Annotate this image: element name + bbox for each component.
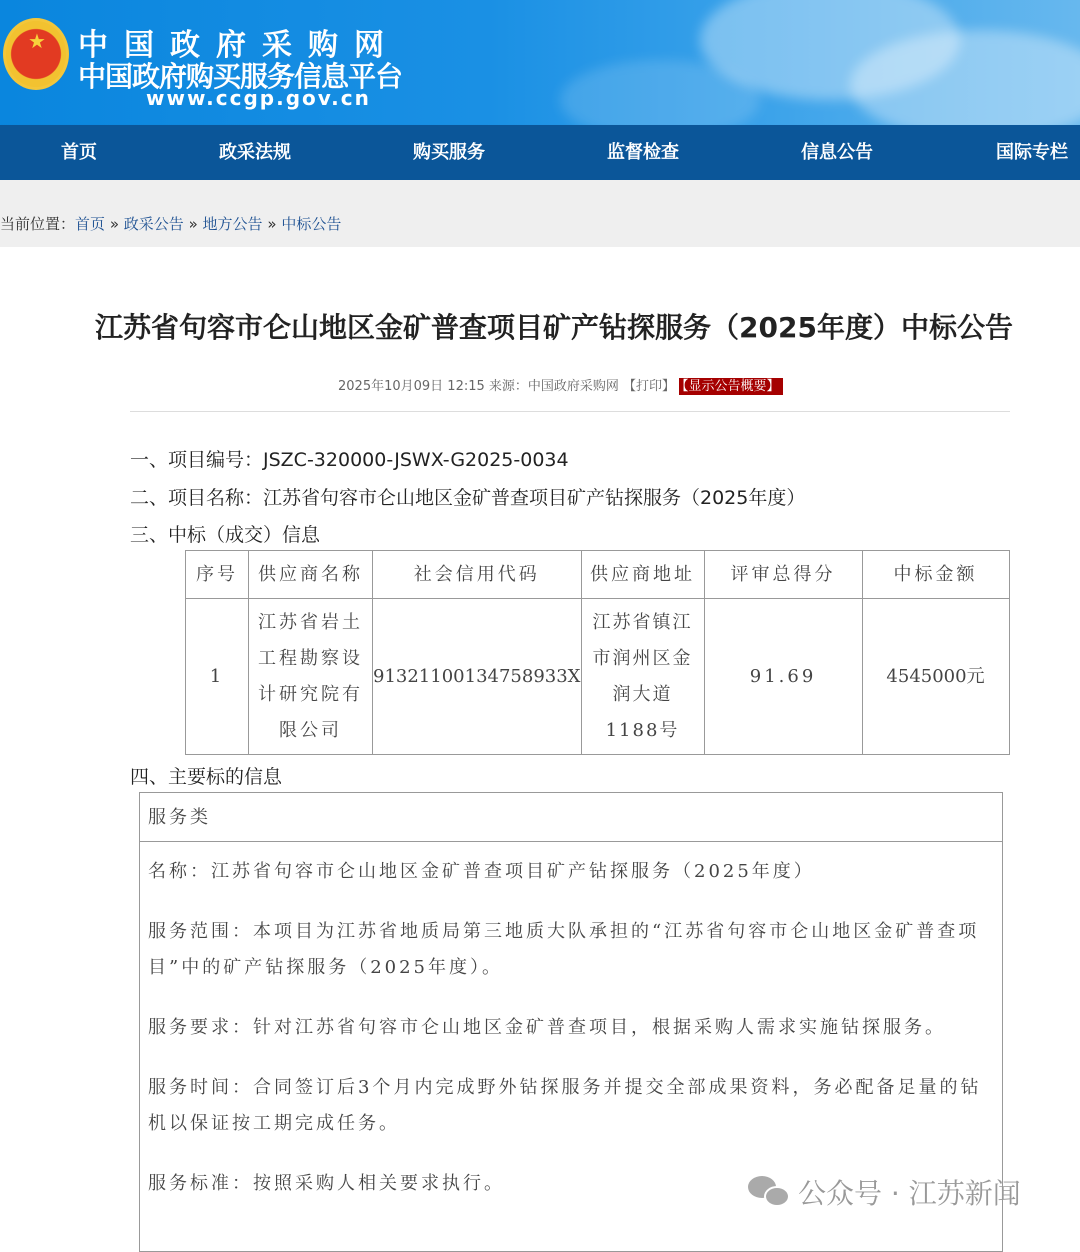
site-banner	[0, 0, 1080, 125]
nav-home[interactable]: 首页	[61, 142, 97, 163]
meta-text: 2025年10月09日 12:15 来源：中国政府采购网 【打印】	[338, 379, 676, 394]
subject-line: 名称：江苏省句容市仑山地区金矿普查项目矿产钻探服务（2025年度）	[148, 861, 815, 882]
wechat-icon	[748, 1176, 790, 1208]
col-header: 供应商名称	[249, 551, 373, 599]
cell-amount: 4545000元	[862, 599, 1009, 755]
nav-supervision[interactable]: 监督检查	[607, 142, 679, 163]
national-emblem-icon: ★	[3, 18, 69, 90]
breadcrumb-separator: »	[109, 215, 119, 233]
subject-line: 服务时间：合同签订后3个月内完成野外钻探服务并提交全部成果资料，务必配备足量的钻机以保证按工期完成任务。	[148, 1077, 982, 1134]
section-project-name: 二、项目名称：江苏省句容市仑山地区金矿普查项目矿产钻探服务（2025年度）	[130, 487, 806, 509]
show-summary-button[interactable]: 【显示公告概要】	[679, 378, 783, 395]
breadcrumb-local[interactable]: 地方公告	[202, 215, 263, 233]
site-url: www.ccgp.gov.cn	[146, 86, 371, 110]
col-header: 中标金额	[862, 551, 1009, 599]
breadcrumb	[0, 213, 341, 234]
breadcrumb-separator: »	[267, 215, 277, 233]
nav-international[interactable]: 国际专栏	[996, 142, 1068, 163]
table-row	[186, 599, 1010, 755]
cell-score: 91.69	[704, 599, 862, 755]
main-nav	[0, 125, 1080, 180]
section-subject-info: 四、主要标的信息	[130, 766, 283, 788]
subject-category: 服务类	[140, 793, 1002, 842]
section-award-info: 三、中标（成交）信息	[130, 524, 321, 546]
subject-line: 服务要求：针对江苏省句容市仑山地区金矿普查项目，根据采购人需求实施钻探服务。	[148, 1017, 946, 1038]
award-table	[185, 550, 1010, 755]
cell-index: 1	[186, 599, 249, 755]
breadcrumb-separator: »	[188, 215, 198, 233]
cell-credit-code: 91321100134758933X	[373, 599, 582, 755]
subject-line: 服务范围：本项目为江苏省地质局第三地质大队承担的“江苏省句容市仑山地区金矿普查项目”中的矿产钻探服务（2025年度）。	[148, 921, 980, 978]
divider	[130, 411, 1010, 412]
watermark	[748, 1172, 1021, 1212]
col-header: 序号	[186, 551, 249, 599]
col-header: 供应商地址	[581, 551, 704, 599]
article-meta	[338, 375, 783, 394]
breadcrumb-procurement[interactable]: 政采公告	[123, 215, 184, 233]
breadcrumb-award[interactable]: 中标公告	[281, 215, 342, 233]
cell-supplier-address: 江苏省镇江市润州区金润大道1188号	[581, 599, 704, 755]
nav-purchase-services[interactable]: 购买服务	[413, 142, 485, 163]
nav-regulations[interactable]: 政采法规	[219, 142, 291, 163]
subject-line: 服务标准：按照采购人相关要求执行。	[148, 1173, 505, 1194]
section-project-number: 一、项目编号：JSZC-320000-JSWX-G2025-0034	[130, 449, 569, 471]
page-title: 江苏省句容市仑山地区金矿普查项目矿产钻探服务（2025年度）中标公告	[95, 311, 1013, 344]
breadcrumb-label: 当前位置：	[0, 215, 76, 233]
watermark-text: 公众号 · 江苏新闻	[798, 1177, 1021, 1210]
site-name: 中国政府采购网	[78, 28, 400, 63]
table-header-row	[186, 551, 1010, 599]
site-subtitle: 中国政府购买服务信息平台	[78, 60, 403, 93]
col-header: 社会信用代码	[373, 551, 582, 599]
nav-announcements[interactable]: 信息公告	[801, 142, 873, 163]
cell-supplier-name: 江苏省岩土工程勘察设计研究院有限公司	[249, 599, 373, 755]
breadcrumb-home[interactable]: 首页	[75, 215, 106, 233]
col-header: 评审总得分	[704, 551, 862, 599]
